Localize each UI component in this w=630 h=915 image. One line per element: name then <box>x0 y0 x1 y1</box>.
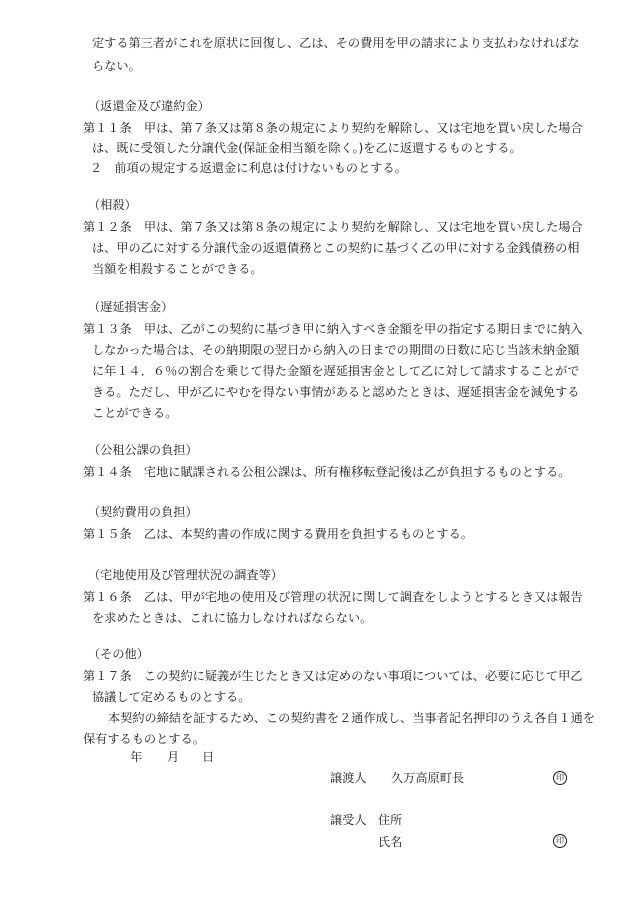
date-day: 日 <box>202 750 215 764</box>
article-17-heading: （その他） <box>88 647 149 661</box>
buyer-name-label: 氏名 <box>378 835 403 849</box>
article-12-heading: （相殺） <box>88 198 137 212</box>
seller-name: 久万高原町長 <box>391 771 465 785</box>
article-15-line-1: 第１５条 乙は、本契約書の作成に関する費用を負担するものとする。 <box>83 527 473 541</box>
article-12-line-2: は、甲の乙に対する分譲代金の返還債務とこの契約に基づく乙の甲に対する金銭債務の相 <box>92 241 580 255</box>
intro-line-2: らない。 <box>92 59 141 73</box>
seller-label: 譲渡人 <box>330 771 367 785</box>
buyer-seal-mark: 印 <box>553 834 567 848</box>
article-13-heading: （遅延損害金） <box>88 300 174 314</box>
buyer-label: 譲受人 <box>330 813 367 827</box>
intro-line-1: 定する第三者がこれを原状に回復し、乙は、その費用を甲の請求により支払わなければな <box>92 36 580 50</box>
article-13-line-5: ことができる。 <box>92 406 178 420</box>
buyer-address-label: 住所 <box>378 813 403 827</box>
article-13-line-3: に年１４．６％の割合を乗じて得た金額を遅延損害金として乙に対して請求することがで <box>92 364 580 378</box>
article-16-line-2: を求めたときは、これに協力しなければならない。 <box>92 611 373 625</box>
article-13-line-1: 第１３条 甲は、乙がこの契約に基づき甲に納入すべき金額を甲の指定する期日までに納入 <box>83 322 583 336</box>
article-11-line-2: は、既に受領した分譲代金(保証金相当額を除く。)を乙に返還するものとする。 <box>92 141 522 155</box>
article-13-line-2: しなかった場合は、その納期限の翌日から納入の日までの期間の日数に応じ当該未納金額 <box>92 343 580 357</box>
closing-line-1: 本契約の締結を証するため、この契約書を２通作成し、当事者記名押印のうえ各自１通を <box>108 711 596 725</box>
article-12-line-1: 第１２条 甲は、第７条又は第８条の規定により契約を解除し、又は宅地を買い戻した場合 <box>83 220 583 234</box>
article-12-line-3: 当額を相殺することができる。 <box>92 262 263 276</box>
date-year: 年 <box>130 750 143 764</box>
article-13-line-4: きる。ただし、甲が乙にやむを得ない事情があると認めたときは、遅延損害金を減免する <box>92 385 580 399</box>
article-14-line-1: 第１４条 宅地に賦課される公租公課は、所有権移転登記後は乙が負担するものとする。 <box>83 465 571 479</box>
article-11-heading: （返還金及び違約金） <box>88 99 210 113</box>
article-15-heading: （契約費用の負担） <box>88 505 198 519</box>
article-11-line-1: 第１１条 甲は、第７条又は第８条の規定により契約を解除し、又は宅地を買い戻した場合 <box>83 121 583 135</box>
article-16-line-1: 第１６条 乙は、甲が宅地の使用及び管理の状況に関して調査をしようとするとき又は報告 <box>83 590 583 604</box>
article-11-line-3: ２ 前項の規定する返還金に利息は付けないものとする。 <box>90 161 407 175</box>
article-16-heading: （宅地使用及び管理状況の調査等） <box>88 568 283 582</box>
article-17-line-2: 協議して定めるものとする。 <box>92 690 251 704</box>
article-17-line-1: 第１７条 この契約に疑義が生じたとき又は定めのない事項については、必要に応じて甲乙 <box>83 669 583 683</box>
date-month: 月 <box>167 750 180 764</box>
article-14-heading: （公租公課の負担） <box>88 443 198 457</box>
closing-line-2: 保有するものとする。 <box>83 732 205 746</box>
seller-seal-mark: 印 <box>553 771 567 785</box>
